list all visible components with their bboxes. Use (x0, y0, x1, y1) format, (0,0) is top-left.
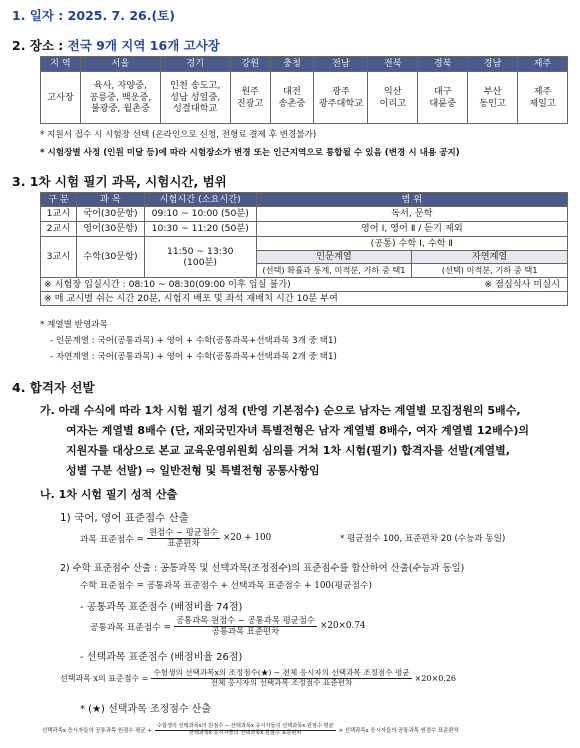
venue-header-gyeonggi: 경기 (160, 57, 230, 72)
exam-row-range: 독서, 문학 (256, 207, 567, 222)
formula-korean-english-note: * 평균점수 100, 표준편차 20 (수능과 동일) (340, 534, 506, 544)
venue-header-row (41, 57, 568, 72)
exam-footer-1 (41, 278, 568, 292)
exam-row-time: 10:30 ~ 11:20 (50분) (144, 222, 256, 237)
exam-row-1 (41, 207, 568, 222)
selection-text-line-4: 성별 구분 선발) ⇨ 일반전형 및 특별전형 공통사항임 (66, 464, 320, 477)
venue-gyeongnam: 부산 동인고 (468, 72, 518, 124)
common-subject-title: - 공통과목 표준점수 (배점비율 74점) (80, 602, 243, 613)
venue-jeonbuk: 익산 이리고 (368, 72, 418, 124)
exam-row-period: 1교시 (41, 207, 77, 222)
selection-heading: 4. 합격자 선발 (12, 380, 95, 395)
formula-math-total: 수학 표준점수 = 공통과목 표준점수 + 선택과목 표준점수 + 100(평균점수) (80, 581, 372, 591)
exam-math-humanities-range: (선택) 확률과 통계, 미적분, 기하 중 택1 (256, 264, 412, 278)
venue-jeonnam: 광주 광주대학교 (314, 72, 368, 124)
venue-header-gangwon: 강원 (230, 57, 270, 72)
venue-note-2: * 시험장별 사정 (인원 미달 등)에 따라 시험장소가 변경 또는 인근지역으로 통합될 수 있음 (변경 시 내용 공지) (40, 148, 460, 158)
venue-chungcheong: 대전 송촌중 (270, 72, 314, 124)
math-item: 2) 수학 표준점수 산출 : 공통과목 및 선택과목(조정점수)의 표준점수를 합산하여 산출(수능과 동일) (60, 563, 465, 574)
exam-math-common: (공통) 수학 Ⅰ, 수학 Ⅱ (256, 237, 567, 251)
venue-gyeongbuk: 대구 대륜중 (418, 72, 468, 124)
venue-note-1: * 지원서 접수 시 시험장 선택 (온라인으로 신청, 전형료 결제 후 변경불가) (40, 130, 317, 140)
exam-row-period: 2교시 (41, 222, 77, 237)
place-value: 전국 9개 지역 16개 고사장 (67, 38, 220, 53)
score-calc-heading: 나. 1차 시험 필기 성적 산출 (40, 488, 178, 501)
exam-math-humanities: 인문계열 (256, 251, 412, 264)
exam-row-2 (41, 222, 568, 237)
formula-common-subject: 공통과목 표준점수 = $\frac{\text{공통과목 원점수 − 공통과목 평균점수}}{\text{공통과목 표준편차}}$ ×20×0.74 (90, 614, 366, 636)
exam-math-period: 3교시 (41, 237, 77, 278)
selection-text-line-1: 가. 아래 수식에 따라 1차 시험 필기 성적 (반영 기본점수) 순으로 남자는 계열별 모집정원의 5배수, (40, 404, 521, 417)
elective-subject-title: - 선택과목 표준점수 (배점비율 26점) (80, 652, 243, 663)
date-label: 1. 일자 : (12, 8, 64, 23)
place-heading (12, 36, 220, 54)
venue-header-gyeongbuk: 경북 (418, 57, 468, 72)
selection-text-line-2: 여자는 계열별 8배수 (단, 재외국민자녀 특별전형은 남자 계열별 8배수, 여자 계열별 12배수)의 (66, 424, 530, 437)
exam-header-range: 범 위 (256, 193, 567, 207)
exam-checkin-note: ※ 시험장 입실시간 : 08:10 ~ 08:30(09:00 이후 입실 불가) (44, 278, 291, 290)
exam-row-subject: 영어(30문항) (76, 222, 144, 237)
exam-math-subject: 수학(30문항) (76, 237, 144, 278)
exam-row-math (41, 237, 568, 251)
venue-header-jeju: 제주 (518, 57, 568, 72)
venue-header-seoul: 서울 (80, 57, 160, 72)
exam-header-time: 시험시간 (소요시간) (144, 193, 256, 207)
venue-table (40, 56, 568, 124)
exam-math-science: 자연계열 (412, 251, 568, 264)
date-value: 2025. 7. 26.(토) (67, 8, 176, 23)
track-subjects-title: * 계열별 반영과목 (40, 320, 108, 330)
exam-lunch-note: ※ 점심식사 미실시 (484, 278, 560, 290)
venue-row-label: 고사장 (41, 72, 81, 124)
track-humanities-note: - 인문계열 : 국어(공통과목) + 영어 + 수학(공통과목+선택과목 3개 중 택1) (50, 336, 337, 346)
adjusted-score-title: * (★) 선택과목 조정점수 산출 (80, 704, 212, 715)
formula-korean-english: 과목 표준점수 = $\frac{\text{원점수 − 평균점수}}{\text{표준편차}}$ ×20 + 100 (80, 526, 272, 548)
track-science-note: - 자연계열 : 국어(공통과목) + 영어 + 수학(공통과목+선택과목 2개 중 택1) (50, 352, 337, 362)
formula-elective-subject: 선택과목 x의 표준점수 = $\frac{\text{수험생의 선택과목x의 조정점수(★) − 전체 응시자의 선택과목 조정점수 평균}}{\text{전체 응시자의 선택과목 조정점수 표준편차}}$ ×20×0.26 (60, 667, 457, 687)
exam-break-note: ※ 매 교시별 쉬는 시간 20분, 시험지 배포 및 좌석 재배치 시간 10분 부여 (41, 292, 568, 306)
venue-site-row (41, 72, 568, 124)
venue-header-chungcheong: 충청 (270, 57, 314, 72)
venue-gangwon: 원주 진광고 (230, 72, 270, 124)
korean-english-item: 1) 국어, 영어 표준점수 산출 (60, 512, 189, 524)
exam-row-subject: 국어(30문항) (76, 207, 144, 222)
exam-header-row (41, 193, 568, 207)
formula-adjusted-score: 선택과목x 응시자들의 공통과목 원점수 평균 + $\frac{\text{수험생의 선택과목x의 원점수 − 선택과목x 응시자들의 선택과목x 원점수 평균}}{\text{선택과목x 응시자들의 선택과목x 원점수 표준편차}}$ × 선택과목x 응시자들의 공통과목 원점수 표준편차 (42, 722, 459, 736)
exam-math-time: 11:50 ~ 13:30 (100분) (144, 237, 256, 278)
venue-header-jeonbuk: 전북 (368, 57, 418, 72)
venue-jeju: 제주 제일고 (518, 72, 568, 124)
venue-seoul: 육사, 자양중, 공릉중, 백운중, 불광중, 월촌중 (80, 72, 160, 124)
exam-table (40, 192, 568, 306)
venue-header-gyeongnam: 경남 (468, 57, 518, 72)
venue-header-jeonnam: 전남 (314, 57, 368, 72)
place-label: 2. 장소 : (12, 38, 64, 53)
exam-header-subject: 과 목 (76, 193, 144, 207)
exam-header-period: 구 분 (41, 193, 77, 207)
exam-row-time: 09:10 ~ 10:00 (50분) (144, 207, 256, 222)
venue-header-region: 지 역 (41, 57, 81, 72)
date-heading (12, 6, 175, 24)
exam-footer-2 (41, 292, 568, 306)
selection-text-line-3: 지원자를 대상으로 본교 교육운영위원회 심의를 거쳐 1차 시험(필기) 합격자를 선발(계열별, (66, 444, 510, 457)
exam-row-range: 영어 Ⅰ, 영어 Ⅱ / 듣기 제외 (256, 222, 567, 237)
exam-heading: 3. 1차 시험 필기 과목, 시험시간, 범위 (12, 174, 227, 189)
exam-math-science-range: (선택) 미적분, 기하 중 택1 (412, 264, 568, 278)
venue-gyeonggi: 인천 송도고, 성남 성일중, 성결대학교 (160, 72, 230, 124)
